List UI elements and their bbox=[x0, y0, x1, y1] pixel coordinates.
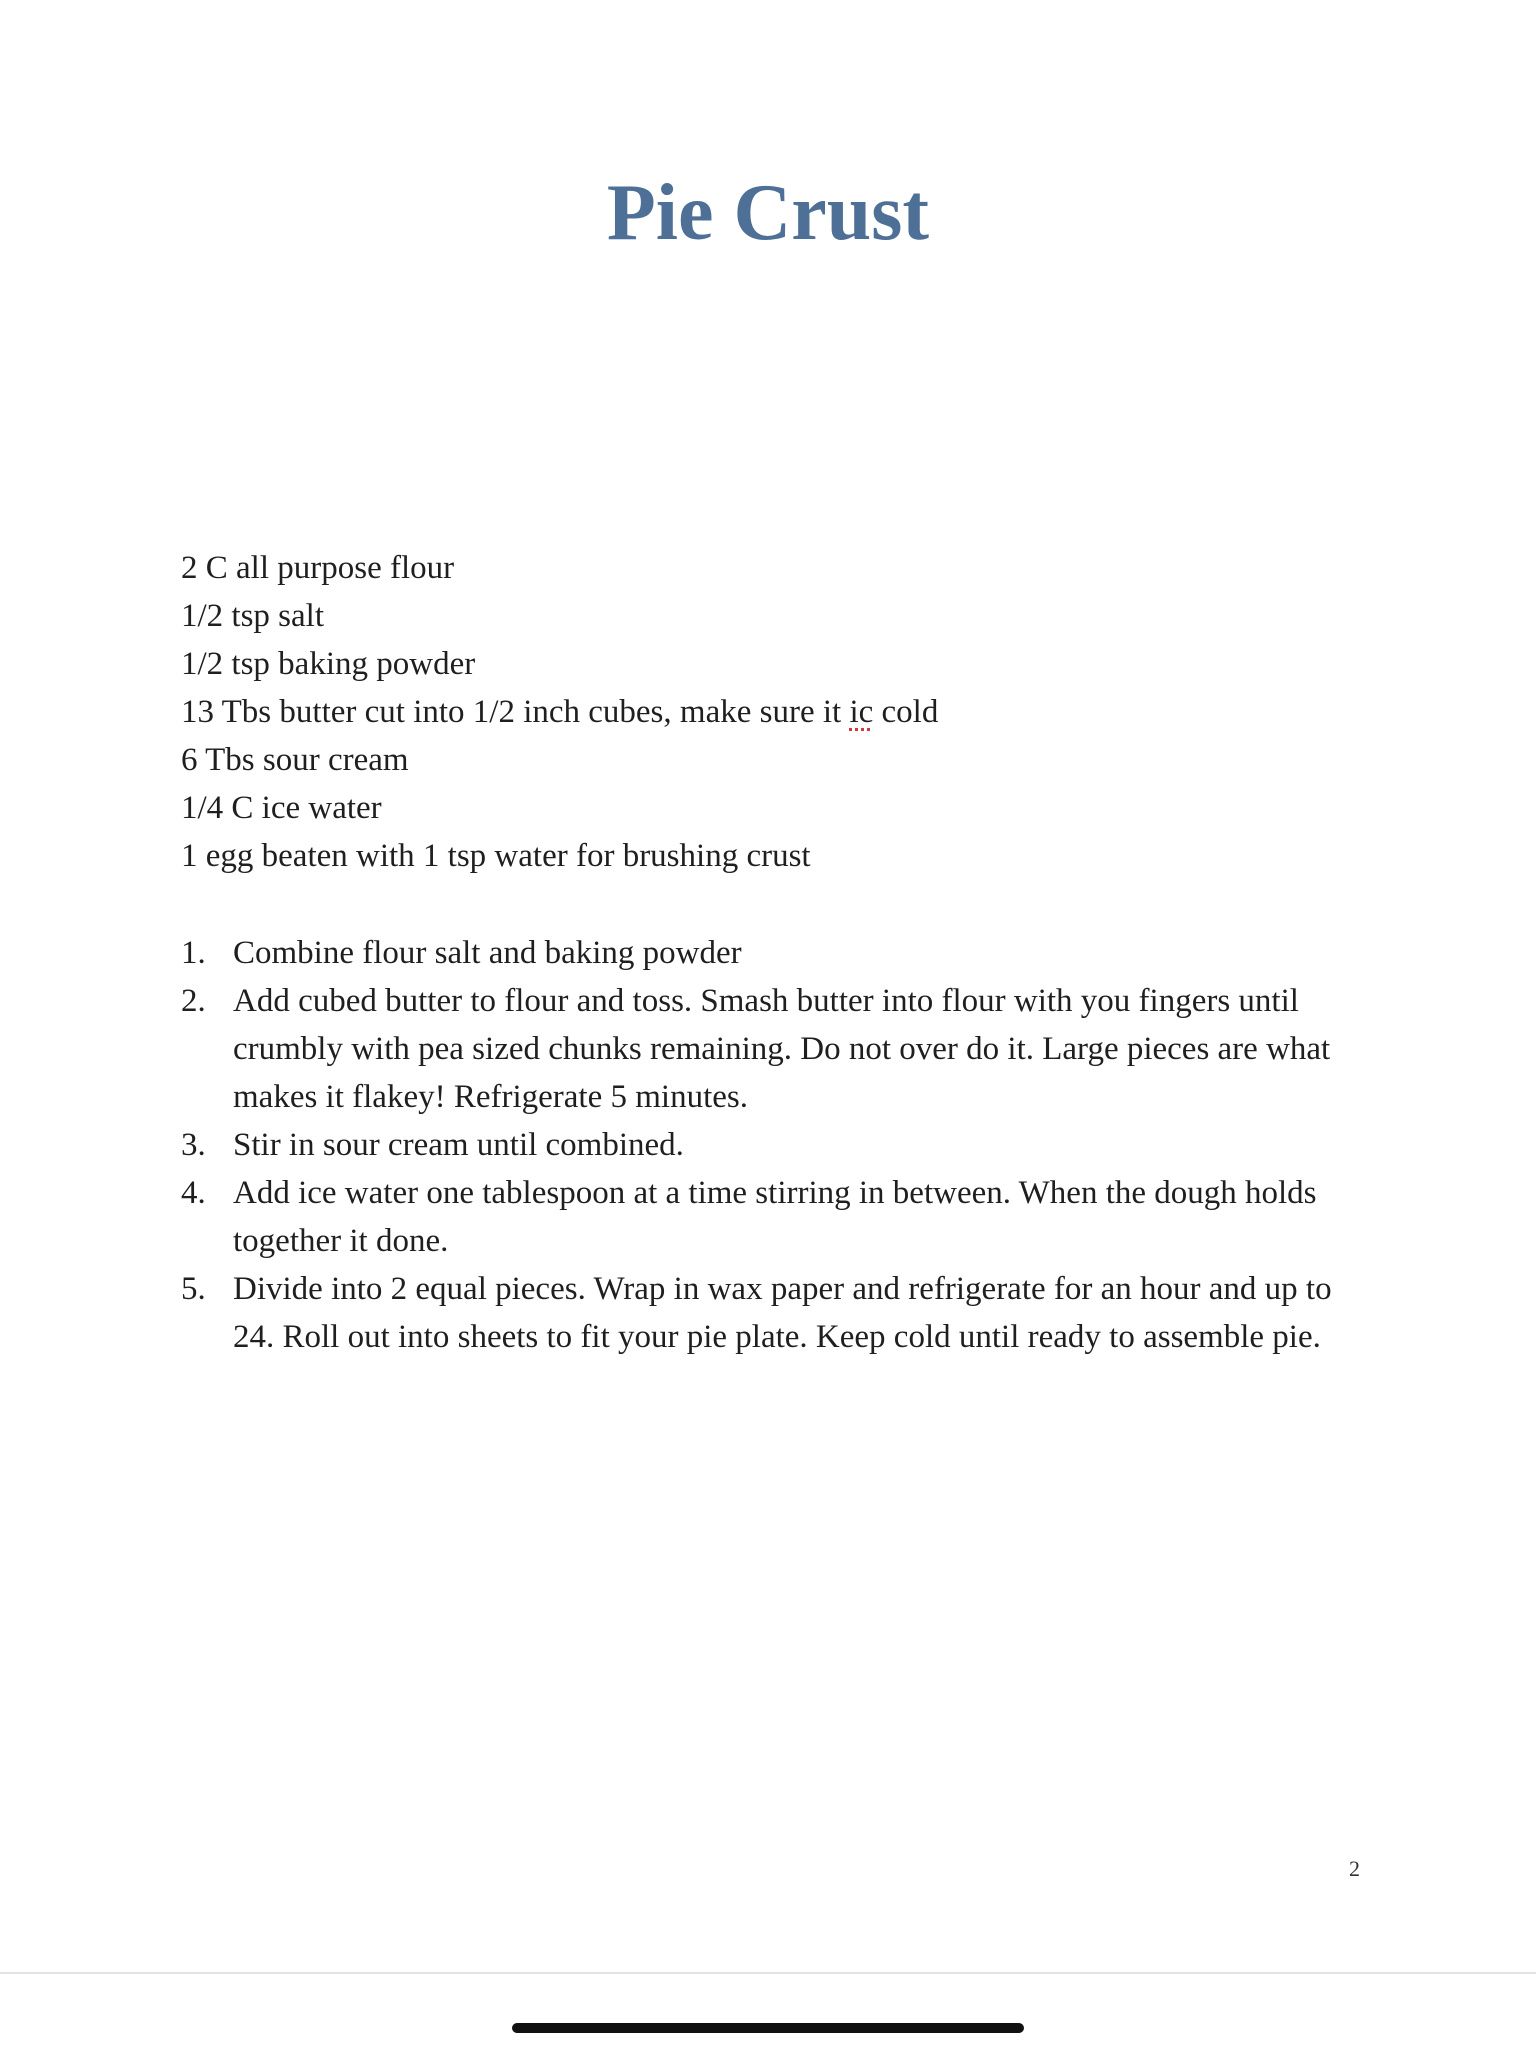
ingredient-item: 1/2 tsp baking powder bbox=[181, 646, 476, 682]
step-number: 3. bbox=[181, 1127, 206, 1163]
instruction-list bbox=[181, 929, 1361, 1361]
page-title: Pie Crust bbox=[606, 169, 930, 257]
ingredient-list bbox=[181, 544, 1381, 880]
instruction-step bbox=[181, 1265, 1361, 1361]
step-text: Stir in sour cream until combined. bbox=[233, 1127, 684, 1163]
step-text: Add cubed butter to flour and toss. Smash butter into flour with you fingers until crumbly with pea sized chunks remaining. Do not over do it. Large pieces are what makes it flakey! Refrigerate 5 minutes. bbox=[233, 983, 1331, 1115]
ingredient-item: 1 egg beaten with 1 tsp water for brushing crust bbox=[181, 838, 811, 874]
page-number: 2 bbox=[1349, 1856, 1360, 1881]
step-text: Combine flour salt and baking powder bbox=[233, 935, 742, 971]
ingredient-item bbox=[181, 688, 1381, 736]
step-number: 2. bbox=[181, 983, 206, 1019]
instruction-step bbox=[181, 1169, 1361, 1265]
spellcheck-flagged-word[interactable]: ic bbox=[849, 694, 874, 730]
instruction-step bbox=[181, 977, 1361, 1121]
ingredient-text: 13 Tbs butter cut into 1/2 inch cubes, make sure it bbox=[181, 694, 850, 730]
ingredient-item: 1/2 tsp salt bbox=[181, 598, 325, 634]
divider bbox=[0, 1972, 1536, 1974]
step-text: Add ice water one tablespoon at a time stirring in between. When the dough holds together it done. bbox=[233, 1175, 1317, 1259]
instruction-step bbox=[181, 929, 1361, 977]
step-text: Divide into 2 equal pieces. Wrap in wax paper and refrigerate for an hour and up to 24. Roll out into sheets to fit your pie plate. Keep cold until ready to assemble pie. bbox=[233, 1271, 1332, 1355]
ingredient-item: 6 Tbs sour cream bbox=[181, 742, 409, 778]
step-number: 5. bbox=[181, 1271, 206, 1307]
step-number: 1. bbox=[181, 935, 206, 971]
instruction-step bbox=[181, 1121, 1361, 1169]
home-indicator[interactable] bbox=[512, 2023, 1024, 2033]
step-number: 4. bbox=[181, 1175, 206, 1211]
ingredient-item: 2 C all purpose flour bbox=[181, 550, 455, 586]
ingredient-item: 1/4 C ice water bbox=[181, 790, 382, 826]
ingredient-text: cold bbox=[873, 694, 939, 730]
